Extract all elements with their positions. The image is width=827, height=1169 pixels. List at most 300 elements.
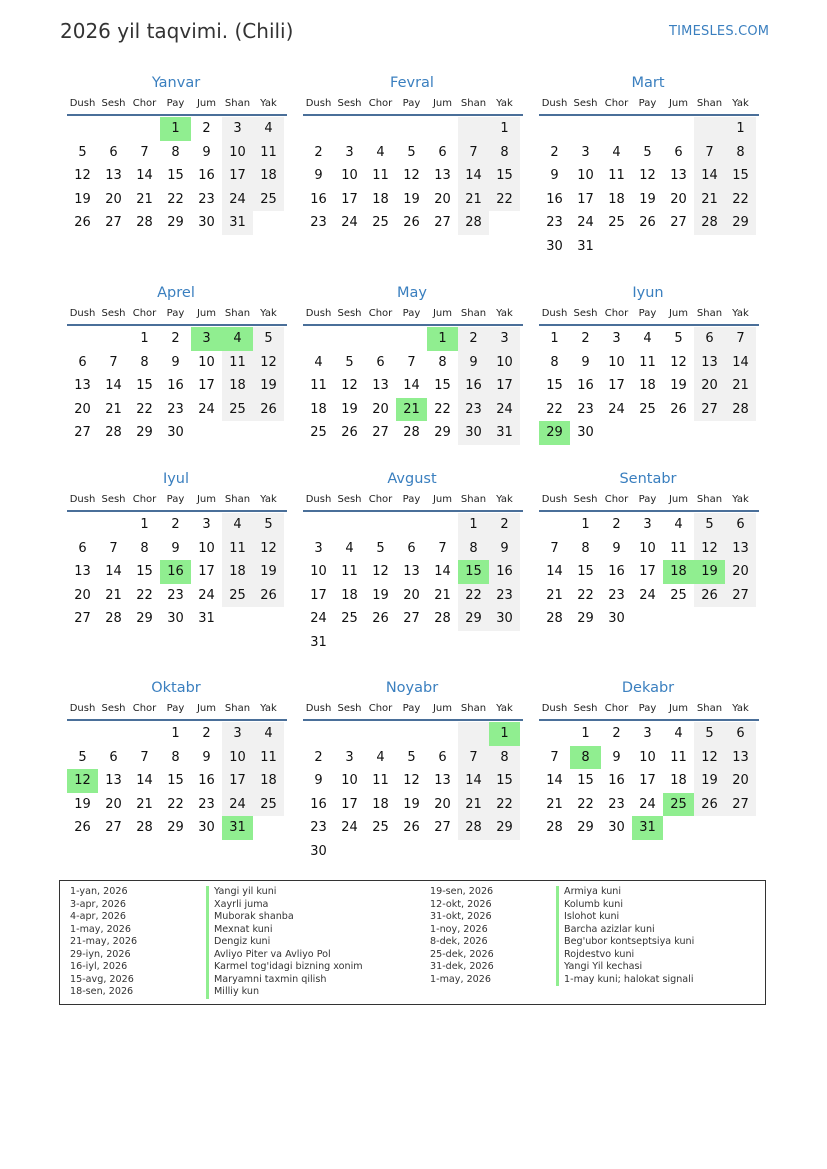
- day-cell: 2: [581, 331, 590, 346]
- empty-day-cell: [303, 327, 334, 351]
- day-cell: 25: [639, 401, 656, 417]
- weekday-label: Pay: [402, 703, 421, 714]
- day-cell: 27: [105, 215, 122, 231]
- day-grid: [539, 722, 759, 840]
- day-cell: 8: [171, 144, 180, 160]
- month-noyabr: [301, 677, 523, 864]
- weekday-label: Jum: [196, 308, 217, 319]
- weekday-label: Jum: [432, 494, 453, 505]
- day-cell: 20: [105, 191, 122, 207]
- empty-day-cell: [365, 722, 396, 746]
- day-cell: 4: [345, 540, 354, 556]
- day-cell: 4: [314, 354, 323, 370]
- day-cell: 9: [489, 537, 520, 561]
- day-cell: 12: [403, 168, 420, 184]
- legend-entry: 21-may, 2026: [70, 936, 138, 947]
- day-cell: 2: [314, 749, 323, 765]
- weekday-label: Pay: [166, 494, 185, 505]
- day-cell: 14: [458, 769, 489, 793]
- legend-entry: 16-iyl, 2026: [70, 961, 128, 972]
- weekday-label: Jum: [668, 98, 689, 109]
- legend-entry: Avliyo Piter va Avliyo Pol: [206, 949, 363, 962]
- day-cell: 20: [725, 560, 756, 584]
- day-cell: 27: [74, 611, 91, 627]
- day-cell: 31: [632, 816, 663, 840]
- day-cell: 4: [674, 517, 683, 532]
- day-cell: 4: [253, 722, 284, 746]
- day-cell: 3: [222, 117, 253, 141]
- day-cell: 3: [345, 144, 354, 160]
- day-cell: 23: [198, 796, 215, 812]
- day-cell: 21: [458, 188, 489, 212]
- day-cell: 25: [372, 820, 389, 836]
- day-cell: 25: [608, 215, 625, 231]
- day-cell: 11: [253, 141, 284, 165]
- day-cell: 31: [310, 634, 327, 650]
- day-grid: [67, 513, 287, 631]
- empty-day-cell: [725, 816, 756, 840]
- day-cell: 20: [372, 401, 389, 417]
- day-cell: 24: [608, 401, 625, 417]
- day-cell: 11: [310, 378, 327, 394]
- day-cell: 11: [222, 537, 253, 561]
- day-cell: 14: [105, 378, 122, 394]
- empty-day-cell: [601, 117, 632, 141]
- site-link[interactable]: TIMESLES.COM: [669, 24, 770, 39]
- day-cell: 5: [253, 327, 284, 351]
- day-cell: 5: [694, 513, 725, 537]
- weekday-label: Chor: [604, 308, 629, 319]
- empty-day-cell: [601, 421, 632, 445]
- day-cell: 26: [403, 820, 420, 836]
- day-cell: 27: [725, 584, 756, 608]
- weekday-label: Yak: [732, 703, 749, 714]
- day-cell: 6: [376, 354, 385, 370]
- day-cell: 1: [140, 331, 149, 346]
- weekday-label: Jum: [196, 98, 217, 109]
- day-cell: 18: [639, 378, 656, 394]
- weekday-label: Shan: [696, 308, 723, 319]
- day-cell: 3: [345, 749, 354, 765]
- day-cell: 15: [167, 168, 184, 184]
- day-cell: 16: [546, 191, 563, 207]
- weekday-label: Dush: [305, 494, 332, 505]
- day-cell: 10: [608, 354, 625, 370]
- day-cell: 5: [674, 331, 683, 346]
- empty-day-cell: [67, 117, 98, 141]
- day-cell: 19: [372, 587, 389, 603]
- day-cell: 6: [109, 144, 118, 160]
- day-cell: 25: [372, 215, 389, 231]
- empty-day-cell: [129, 722, 160, 746]
- empty-day-cell: [98, 513, 129, 537]
- day-cell: 18: [222, 374, 253, 398]
- day-cell: 10: [222, 746, 253, 770]
- day-cell: 29: [577, 820, 594, 836]
- weekday-label: Chor: [132, 308, 157, 319]
- weekday-label: Pay: [402, 98, 421, 109]
- legend-entry: 3-apr, 2026: [70, 898, 126, 910]
- day-cell: 7: [407, 354, 416, 370]
- day-cell: 12: [639, 168, 656, 184]
- day-cell: 8: [570, 746, 601, 770]
- month-yanvar: [65, 72, 287, 235]
- day-cell: 29: [167, 215, 184, 231]
- weekday-label: Shan: [224, 308, 251, 319]
- month-iyun: [537, 282, 759, 445]
- day-cell: 19: [74, 796, 91, 812]
- day-cell: 11: [639, 354, 656, 370]
- day-cell: 30: [577, 425, 594, 441]
- day-cell: 20: [434, 191, 451, 207]
- day-cell: 5: [78, 749, 87, 765]
- day-cell: 15: [136, 378, 153, 394]
- empty-day-cell: [489, 631, 520, 655]
- day-cell: 6: [78, 540, 87, 556]
- month-iyul: [65, 468, 287, 631]
- weekday-label: Chor: [604, 703, 629, 714]
- day-cell: 7: [438, 540, 447, 556]
- day-cell: 20: [434, 796, 451, 812]
- day-cell: 24: [577, 215, 594, 231]
- month-name: Iyun: [632, 285, 664, 301]
- empty-day-cell: [694, 117, 725, 141]
- day-cell: 13: [694, 351, 725, 375]
- weekday-label: Sesh: [337, 703, 362, 714]
- weekday-header: [67, 490, 287, 512]
- weekday-label: Yak: [496, 98, 513, 109]
- day-cell: 17: [341, 796, 358, 812]
- day-cell: 28: [403, 425, 420, 441]
- empty-day-cell: [365, 840, 396, 864]
- day-cell: 6: [725, 513, 756, 537]
- day-cell: 22: [577, 796, 594, 812]
- day-cell: 22: [489, 793, 520, 817]
- day-cell: 8: [489, 746, 520, 770]
- day-cell: 23: [310, 215, 327, 231]
- day-cell: 26: [694, 584, 725, 608]
- day-cell: 15: [434, 378, 451, 394]
- empty-day-cell: [458, 631, 489, 655]
- day-cell: 9: [171, 354, 180, 370]
- day-cell: 6: [438, 144, 447, 160]
- day-cell: 24: [198, 401, 215, 417]
- day-cell: 23: [310, 820, 327, 836]
- empty-day-cell: [427, 513, 458, 537]
- day-cell: 27: [74, 425, 91, 441]
- day-cell: 10: [341, 168, 358, 184]
- day-cell: 17: [341, 191, 358, 207]
- day-cell: 30: [546, 238, 563, 254]
- weekday-label: Yak: [260, 308, 277, 319]
- legend-entry: Kolumb kuni: [556, 899, 694, 912]
- empty-day-cell: [539, 117, 570, 141]
- day-cell: 21: [694, 188, 725, 212]
- day-cell: 12: [670, 354, 687, 370]
- empty-day-cell: [725, 607, 756, 631]
- day-cell: 26: [253, 584, 284, 608]
- day-cell: 17: [577, 191, 594, 207]
- day-cell: 15: [458, 560, 489, 584]
- day-cell: 20: [105, 796, 122, 812]
- day-cell: 12: [253, 537, 284, 561]
- month-name: Aprel: [157, 285, 195, 301]
- legend-entry: Milliy kun: [206, 986, 363, 999]
- day-cell: 13: [670, 168, 687, 184]
- day-cell: 16: [489, 560, 520, 584]
- day-cell: 30: [198, 215, 215, 231]
- day-cell: 15: [167, 773, 184, 789]
- day-cell: 16: [577, 378, 594, 394]
- weekday-label: Jum: [668, 703, 689, 714]
- day-cell: 9: [612, 749, 621, 765]
- day-cell: 31: [489, 421, 520, 445]
- weekday-label: Chor: [368, 703, 393, 714]
- weekday-header: [303, 94, 523, 116]
- day-cell: 27: [434, 820, 451, 836]
- day-cell: 19: [639, 191, 656, 207]
- day-cell: 29: [539, 421, 570, 445]
- day-cell: 16: [608, 773, 625, 789]
- weekday-label: Yak: [732, 98, 749, 109]
- empty-day-cell: [427, 840, 458, 864]
- weekday-label: Shan: [460, 494, 487, 505]
- empty-day-cell: [253, 816, 284, 840]
- weekday-label: Sesh: [101, 494, 126, 505]
- empty-day-cell: [67, 327, 98, 351]
- month-sentabr: [537, 468, 759, 631]
- day-cell: 25: [222, 584, 253, 608]
- weekday-label: Chor: [604, 494, 629, 505]
- weekday-label: Chor: [368, 98, 393, 109]
- legend-entry: Yangi yil kuni: [206, 886, 363, 899]
- day-cell: 2: [202, 121, 211, 136]
- empty-day-cell: [334, 117, 365, 141]
- day-cell: 7: [725, 327, 756, 351]
- day-cell: 23: [608, 796, 625, 812]
- legend-entry: Rojdestvo kuni: [556, 949, 694, 962]
- weekday-label: Yak: [260, 98, 277, 109]
- day-cell: 30: [489, 607, 520, 631]
- day-cell: 18: [608, 191, 625, 207]
- empty-day-cell: [222, 607, 253, 631]
- day-grid: [67, 117, 287, 235]
- day-cell: 22: [434, 401, 451, 417]
- day-cell: 7: [140, 749, 149, 765]
- day-grid: [303, 117, 523, 235]
- day-cell: 10: [222, 141, 253, 165]
- day-cell: 29: [458, 607, 489, 631]
- legend-names-col2: [556, 886, 694, 986]
- day-cell: 27: [372, 425, 389, 441]
- month-name: Dekabr: [621, 680, 675, 696]
- day-cell: 4: [376, 749, 385, 765]
- day-cell: 28: [136, 215, 153, 231]
- day-cell: 2: [612, 726, 621, 741]
- weekday-label: Chor: [132, 494, 157, 505]
- day-cell: 13: [74, 378, 91, 394]
- weekday-label: Yak: [732, 494, 749, 505]
- legend-entry: 31-okt, 2026: [430, 911, 492, 922]
- day-cell: 14: [694, 164, 725, 188]
- day-cell: 27: [105, 820, 122, 836]
- day-cell: 2: [171, 517, 180, 532]
- day-cell: 14: [546, 773, 563, 789]
- day-cell: 11: [253, 746, 284, 770]
- empty-day-cell: [396, 722, 427, 746]
- day-cell: 26: [372, 611, 389, 627]
- day-cell: 26: [253, 398, 284, 422]
- day-cell: 28: [105, 611, 122, 627]
- empty-day-cell: [98, 327, 129, 351]
- day-cell: 19: [74, 191, 91, 207]
- day-cell: 8: [550, 354, 559, 370]
- empty-day-cell: [725, 421, 756, 445]
- empty-day-cell: [334, 840, 365, 864]
- day-cell: 9: [202, 144, 211, 160]
- month-aprel: [65, 282, 287, 445]
- empty-day-cell: [489, 211, 520, 235]
- legend-entry: Muborak shanba: [206, 911, 363, 924]
- weekday-label: Sesh: [573, 494, 598, 505]
- day-cell: 3: [612, 331, 621, 346]
- day-cell: 24: [310, 611, 327, 627]
- day-cell: 23: [546, 215, 563, 231]
- day-cell: 19: [253, 374, 284, 398]
- day-cell: 18: [341, 587, 358, 603]
- day-grid: [67, 327, 287, 445]
- day-cell: 16: [608, 564, 625, 580]
- day-cell: 13: [434, 168, 451, 184]
- day-cell: 22: [136, 401, 153, 417]
- day-cell: 4: [376, 144, 385, 160]
- day-cell: 25: [341, 611, 358, 627]
- day-cell: 25: [310, 425, 327, 441]
- day-cell: 18: [670, 773, 687, 789]
- day-cell: 20: [74, 401, 91, 417]
- day-cell: 28: [136, 820, 153, 836]
- empty-day-cell: [632, 235, 663, 259]
- day-cell: 13: [74, 564, 91, 580]
- empty-day-cell: [489, 840, 520, 864]
- day-cell: 31: [222, 211, 253, 235]
- day-cell: 21: [546, 587, 563, 603]
- day-cell: 10: [198, 540, 215, 556]
- day-cell: 28: [458, 816, 489, 840]
- day-cell: 7: [458, 141, 489, 165]
- day-cell: 3: [643, 726, 652, 741]
- day-cell: 11: [372, 773, 389, 789]
- day-cell: 18: [663, 560, 694, 584]
- day-cell: 12: [403, 773, 420, 789]
- weekday-label: Jum: [668, 494, 689, 505]
- day-cell: 18: [222, 560, 253, 584]
- day-cell: 5: [376, 540, 385, 556]
- day-cell: 30: [167, 611, 184, 627]
- day-cell: 10: [341, 773, 358, 789]
- day-cell: 23: [458, 398, 489, 422]
- day-cell: 28: [546, 611, 563, 627]
- empty-day-cell: [253, 607, 284, 631]
- day-cell: 28: [725, 398, 756, 422]
- month-avgust: [301, 468, 523, 655]
- empty-day-cell: [458, 840, 489, 864]
- day-cell: 6: [674, 144, 683, 160]
- day-cell: 21: [725, 374, 756, 398]
- day-cell: 22: [577, 587, 594, 603]
- day-cell: 14: [136, 773, 153, 789]
- day-cell: 1: [171, 726, 180, 741]
- day-cell: 6: [725, 722, 756, 746]
- empty-day-cell: [632, 607, 663, 631]
- day-cell: 10: [577, 168, 594, 184]
- day-cell: 16: [458, 374, 489, 398]
- empty-day-cell: [334, 327, 365, 351]
- day-cell: 11: [670, 749, 687, 765]
- day-cell: 15: [577, 773, 594, 789]
- empty-day-cell: [253, 211, 284, 235]
- day-cell: 2: [202, 726, 211, 741]
- day-cell: 23: [577, 401, 594, 417]
- day-cell: 14: [546, 564, 563, 580]
- weekday-label: Shan: [460, 703, 487, 714]
- day-cell: 30: [458, 421, 489, 445]
- legend-entry: Mexnat kuni: [206, 924, 363, 937]
- day-cell: 12: [67, 769, 98, 793]
- legend-entry: Barcha azizlar kuni: [556, 924, 694, 937]
- day-cell: 4: [222, 327, 253, 351]
- day-cell: 24: [222, 188, 253, 212]
- day-cell: 7: [550, 540, 559, 556]
- empty-day-cell: [458, 117, 489, 141]
- month-name: Iyul: [162, 471, 190, 487]
- day-cell: 10: [639, 540, 656, 556]
- day-cell: 29: [725, 211, 756, 235]
- weekday-label: Sesh: [101, 703, 126, 714]
- empty-day-cell: [303, 513, 334, 537]
- day-cell: 4: [612, 144, 621, 160]
- month-name: May: [397, 285, 427, 301]
- month-dekabr: [537, 677, 759, 840]
- weekday-label: Shan: [696, 98, 723, 109]
- day-cell: 6: [438, 749, 447, 765]
- weekday-label: Dush: [69, 308, 96, 319]
- empty-day-cell: [334, 513, 365, 537]
- day-cell: 5: [345, 354, 354, 370]
- day-cell: 3: [314, 540, 323, 556]
- legend-entry: 12-okt, 2026: [430, 898, 492, 910]
- day-cell: 22: [167, 796, 184, 812]
- weekday-label: Sesh: [337, 308, 362, 319]
- month-oktabr: [65, 677, 287, 840]
- day-cell: 18: [372, 191, 389, 207]
- empty-day-cell: [725, 235, 756, 259]
- day-cell: 15: [546, 378, 563, 394]
- day-cell: 13: [434, 773, 451, 789]
- day-cell: 6: [407, 540, 416, 556]
- day-cell: 20: [670, 191, 687, 207]
- legend-entry: Maryamni taxmin qilish: [206, 974, 363, 987]
- weekday-label: Pay: [402, 308, 421, 319]
- weekday-label: Chor: [368, 494, 393, 505]
- weekday-label: Pay: [638, 98, 657, 109]
- day-cell: 2: [458, 327, 489, 351]
- empty-day-cell: [458, 722, 489, 746]
- day-cell: 7: [140, 144, 149, 160]
- day-cell: 27: [403, 611, 420, 627]
- empty-day-cell: [365, 513, 396, 537]
- day-cell: 1: [458, 513, 489, 537]
